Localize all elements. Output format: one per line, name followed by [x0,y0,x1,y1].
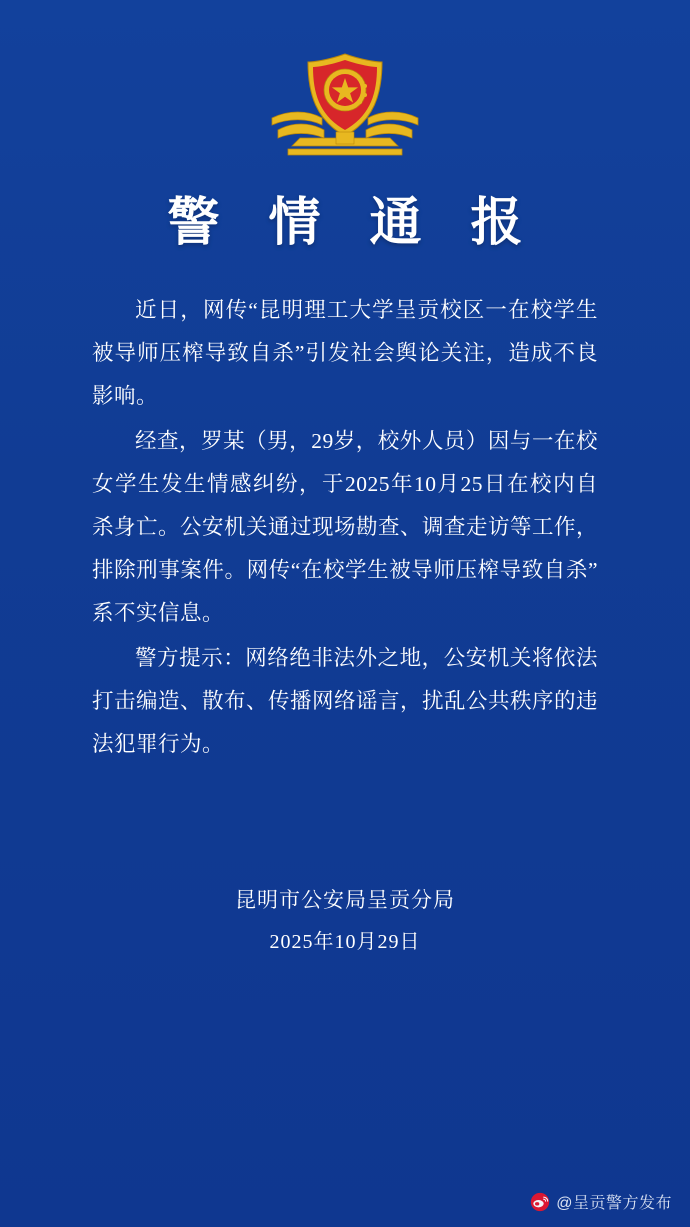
page-title: 警 情 通 报 [167,195,541,252]
police-emblem-icon [270,46,420,166]
emblem-container [0,0,690,166]
signature-block [0,880,690,962]
weibo-watermark [530,1190,672,1213]
notice-body [92,289,598,766]
weibo-icon [530,1192,550,1212]
notice-paragraph-3: 警方提示：网络绝非法外之地，公安机关将依法打击编造、散布、传播网络谣言，扰乱公共秩序的违法犯罪行为。 [92,646,599,756]
issue-date: 2025年10月29日 [269,931,421,953]
notice-paragraph-1: 近日，网传“昆明理工大学呈贡校区一在校学生被导师压榨导致自杀”引发社会舆论关注，造成不良影响。 [92,298,598,408]
weibo-handle: @呈贡警方发布 [556,1195,672,1212]
notice-paragraph-2: 经查，罗某（男，29岁，校外人员）因与一在校女学生发生情感纠纷，于2025年10月25日在校内自杀身亡。公安机关通过现场勘查、调查走访等工作，排除刑事案件。网传“在校学生被导师压榨导致自杀”系不实信息。 [92,429,599,625]
issuing-authority: 昆明市公安局呈贡分局 [235,888,455,912]
